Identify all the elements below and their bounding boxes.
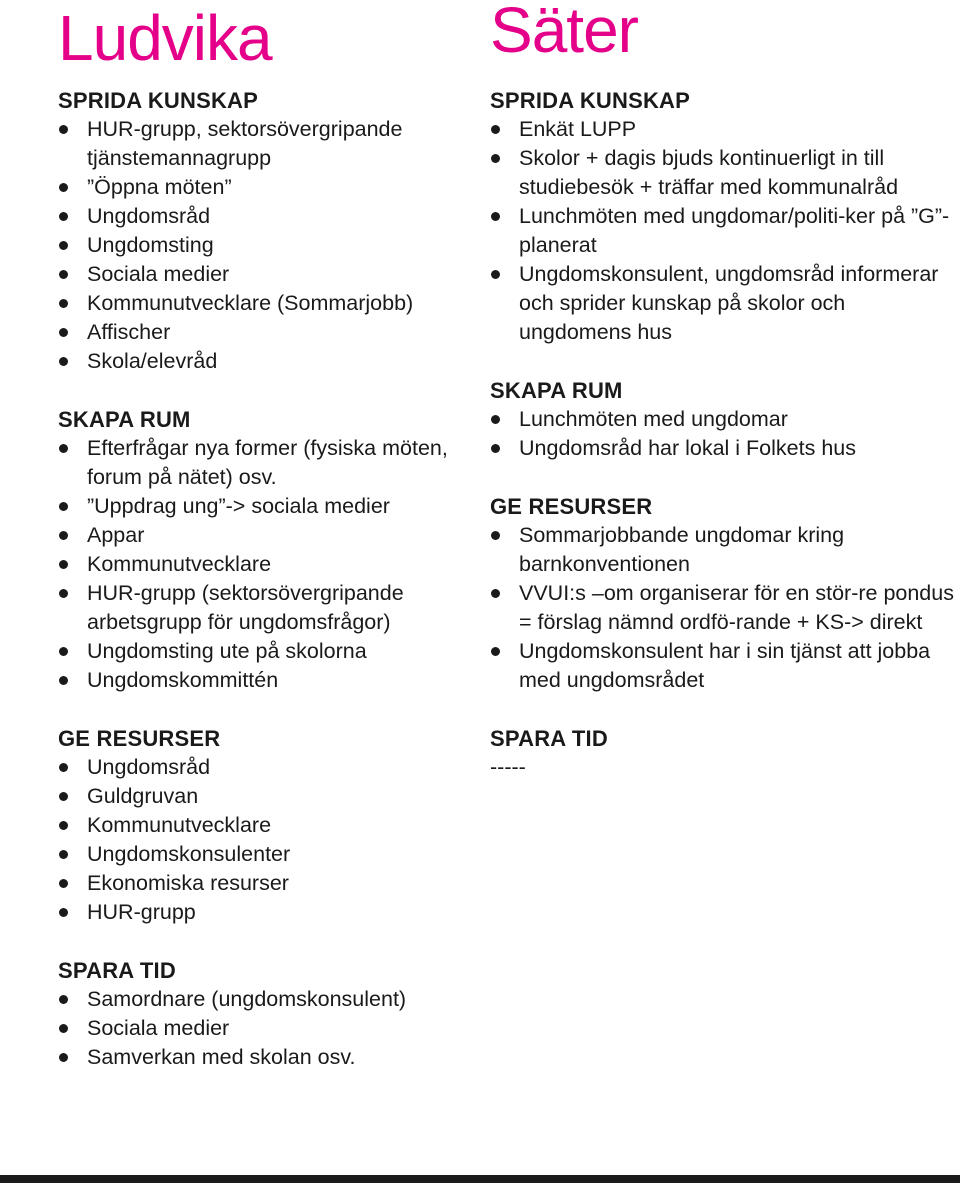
list-item: Sommarjobbande ungdomar kring barnkonventionen (490, 521, 960, 579)
list-item: Ungdomsråd har lokal i Folkets hus (490, 434, 960, 463)
bullet-list (58, 985, 478, 1072)
list-item: HUR-grupp (sektorsövergripande arbetsgrupp för ungdomsfrågor) (58, 579, 478, 637)
list-item: VVUI:s –om organiserar för en stör-re pondus = förslag nämnd ordfö-rande + KS-> direkt (490, 579, 960, 637)
list-item: Ungdomskonsulent, ungdomsråd informerar och sprider kunskap på skolor och ungdomens hus (490, 260, 960, 347)
bottom-bar (0, 1175, 960, 1183)
list-item: Lunchmöten med ungdomar/politi-ker på ”G”- planerat (490, 202, 960, 260)
section-heading: SPARA TID (58, 958, 176, 983)
section-heading: SKAPA RUM (58, 407, 191, 432)
list-item: Kommunutvecklare (Sommarjobb) (58, 289, 478, 318)
ludvika-column (58, 0, 478, 1101)
bullet-list (490, 405, 960, 463)
list-item: ”Öppna möten” (58, 173, 478, 202)
list-item: Ekonomiska resurser (58, 869, 478, 898)
list-item: Guldgruvan (58, 782, 478, 811)
list-item: Appar (58, 521, 478, 550)
list-item: Affischer (58, 318, 478, 347)
list-item: Enkät LUPP (490, 115, 960, 144)
bullet-list (490, 521, 960, 695)
list-item: HUR-grupp (58, 898, 478, 927)
list-item: Ungdomsting ute på skolorna (58, 637, 478, 666)
section-heading: SPRIDA KUNSKAP (58, 88, 259, 113)
list-item: Samverkan med skolan osv. (58, 1043, 478, 1072)
ludvika-spara-tid-section (58, 956, 478, 1072)
list-item: Sociala medier (58, 260, 478, 289)
sater-title: Säter (490, 0, 638, 66)
ludvika-title: Ludvika (58, 2, 272, 74)
list-item: Kommunutvecklare (58, 550, 478, 579)
sater-column (490, 0, 960, 811)
list-item: Lunchmöten med ungdomar (490, 405, 960, 434)
bullet-list (58, 115, 478, 376)
list-item: Efterfrågar nya former (fysiska möten, forum på nätet) osv. (58, 434, 478, 492)
sater-spara-tid-section (490, 724, 960, 782)
list-item: Ungdomskommittén (58, 666, 478, 695)
section-heading: GE RESURSER (58, 726, 221, 751)
section-heading: SPRIDA KUNSKAP (490, 88, 691, 113)
section-heading: SPARA TID (490, 726, 608, 751)
list-item: HUR-grupp, sektorsövergripande tjänstemannagrupp (58, 115, 478, 173)
list-item: Ungdomsting (58, 231, 478, 260)
bullet-list (58, 434, 478, 695)
list-item: ”Uppdrag ung”-> sociala medier (58, 492, 478, 521)
list-item: Ungdomsråd (58, 202, 478, 231)
sater-skapa-rum-section (490, 376, 960, 463)
placeholder-dashes: ----- (490, 755, 526, 779)
ludvika-skapa-rum-section (58, 405, 478, 695)
sater-sprida-kunskap-section (490, 86, 960, 347)
ludvika-ge-resurser-section (58, 724, 478, 927)
list-item: Sociala medier (58, 1014, 478, 1043)
list-item: Samordnare (ungdomskonsulent) (58, 985, 478, 1014)
sater-ge-resurser-section (490, 492, 960, 695)
list-item: Kommunutvecklare (58, 811, 478, 840)
list-item: Ungdomskonsulent har i sin tjänst att jobba med ungdomsrådet (490, 637, 960, 695)
section-heading: SKAPA RUM (490, 378, 623, 403)
ludvika-sprida-kunskap-section (58, 86, 478, 376)
bullet-list (490, 115, 960, 347)
section-heading: GE RESURSER (490, 494, 653, 519)
list-item: Ungdomsråd (58, 753, 478, 782)
list-item: Skola/elevråd (58, 347, 478, 376)
bullet-list (58, 753, 478, 927)
list-item: Ungdomskonsulenter (58, 840, 478, 869)
list-item: Skolor + dagis bjuds kontinuerligt in till studiebesök + träffar med kommunalråd (490, 144, 960, 202)
